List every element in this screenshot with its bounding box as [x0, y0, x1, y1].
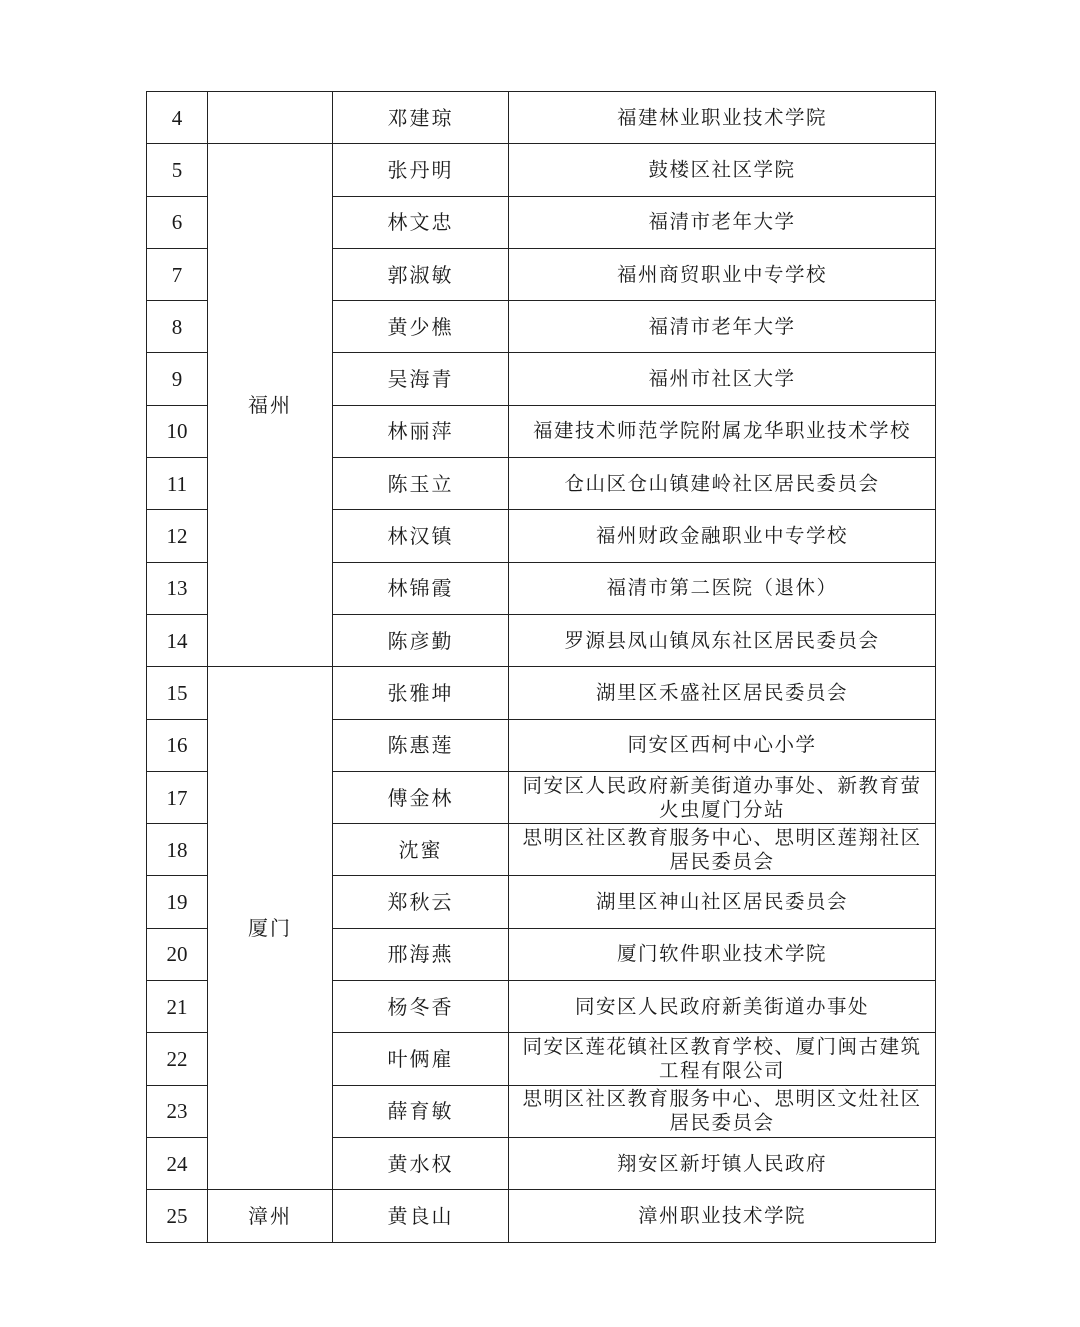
region-cell: 福州: [208, 144, 333, 667]
row-number: 24: [147, 1137, 208, 1189]
work-unit: 同安区莲花镇社区教育学校、厦门闽古建筑工程有限公司: [509, 1033, 936, 1085]
row-number: 6: [147, 196, 208, 248]
row-number: 18: [147, 824, 208, 876]
person-name: 陈惠莲: [333, 719, 509, 771]
person-name: 林文忠: [333, 196, 509, 248]
person-name: 黄少樵: [333, 301, 509, 353]
work-unit: 福州市社区大学: [509, 353, 936, 405]
person-name: 林汉镇: [333, 510, 509, 562]
person-name: 叶俩雇: [333, 1033, 509, 1085]
row-number: 21: [147, 981, 208, 1033]
person-name: 郑秋云: [333, 876, 509, 928]
roster-table: [146, 91, 936, 1243]
row-number: 12: [147, 510, 208, 562]
row-number: 14: [147, 614, 208, 666]
work-unit: 福建林业职业技术学院: [509, 92, 936, 144]
person-name: 张雅坤: [333, 667, 509, 719]
person-name: 林丽萍: [333, 405, 509, 457]
work-unit: 翔安区新圩镇人民政府: [509, 1137, 936, 1189]
row-number: 16: [147, 719, 208, 771]
person-name: 沈蜜: [333, 824, 509, 876]
row-number: 13: [147, 562, 208, 614]
row-number: 11: [147, 458, 208, 510]
row-number: 15: [147, 667, 208, 719]
person-name: 邢海燕: [333, 928, 509, 980]
region-cell: 厦门: [208, 667, 333, 1190]
work-unit: 同安区人民政府新美街道办事处: [509, 981, 936, 1033]
row-number: 5: [147, 144, 208, 196]
table-row: [147, 667, 936, 719]
work-unit: 福清市老年大学: [509, 301, 936, 353]
person-name: 傅金林: [333, 771, 509, 823]
row-number: 8: [147, 301, 208, 353]
row-number: 7: [147, 248, 208, 300]
work-unit: 仓山区仓山镇建岭社区居民委员会: [509, 458, 936, 510]
row-number: 23: [147, 1085, 208, 1137]
person-name: 张丹明: [333, 144, 509, 196]
work-unit: 思明区社区教育服务中心、思明区莲翔社区居民委员会: [509, 824, 936, 876]
region-cell: [208, 92, 333, 144]
row-number: 25: [147, 1190, 208, 1242]
work-unit: 思明区社区教育服务中心、思明区文灶社区居民委员会: [509, 1085, 936, 1137]
person-name: 陈玉立: [333, 458, 509, 510]
person-name: 邓建琼: [333, 92, 509, 144]
row-number: 22: [147, 1033, 208, 1085]
person-name: 林锦霞: [333, 562, 509, 614]
work-unit: 福清市第二医院（退休）: [509, 562, 936, 614]
work-unit: 福州财政金融职业中专学校: [509, 510, 936, 562]
person-name: 黄良山: [333, 1190, 509, 1242]
row-number: 17: [147, 771, 208, 823]
person-name: 薛育敏: [333, 1085, 509, 1137]
person-name: 郭淑敏: [333, 248, 509, 300]
row-number: 9: [147, 353, 208, 405]
work-unit: 同安区人民政府新美街道办事处、新教育萤火虫厦门分站: [509, 771, 936, 823]
person-name: 黄水权: [333, 1137, 509, 1189]
work-unit: 罗源县凤山镇凤东社区居民委员会: [509, 614, 936, 666]
region-cell: 漳州: [208, 1190, 333, 1242]
work-unit: 湖里区神山社区居民委员会: [509, 876, 936, 928]
person-name: 杨冬香: [333, 981, 509, 1033]
person-name: 吴海青: [333, 353, 509, 405]
row-number: 19: [147, 876, 208, 928]
work-unit: 漳州职业技术学院: [509, 1190, 936, 1242]
work-unit: 福建技术师范学院附属龙华职业技术学校: [509, 405, 936, 457]
work-unit: 鼓楼区社区学院: [509, 144, 936, 196]
work-unit: 福清市老年大学: [509, 196, 936, 248]
table-row: [147, 144, 936, 196]
work-unit: 福州商贸职业中专学校: [509, 248, 936, 300]
row-number: 4: [147, 92, 208, 144]
row-number: 10: [147, 405, 208, 457]
table-row: [147, 1190, 936, 1242]
work-unit: 同安区西柯中心小学: [509, 719, 936, 771]
row-number: 20: [147, 928, 208, 980]
work-unit: 厦门软件职业技术学院: [509, 928, 936, 980]
person-name: 陈彦勤: [333, 614, 509, 666]
work-unit: 湖里区禾盛社区居民委员会: [509, 667, 936, 719]
table-row: [147, 92, 936, 144]
